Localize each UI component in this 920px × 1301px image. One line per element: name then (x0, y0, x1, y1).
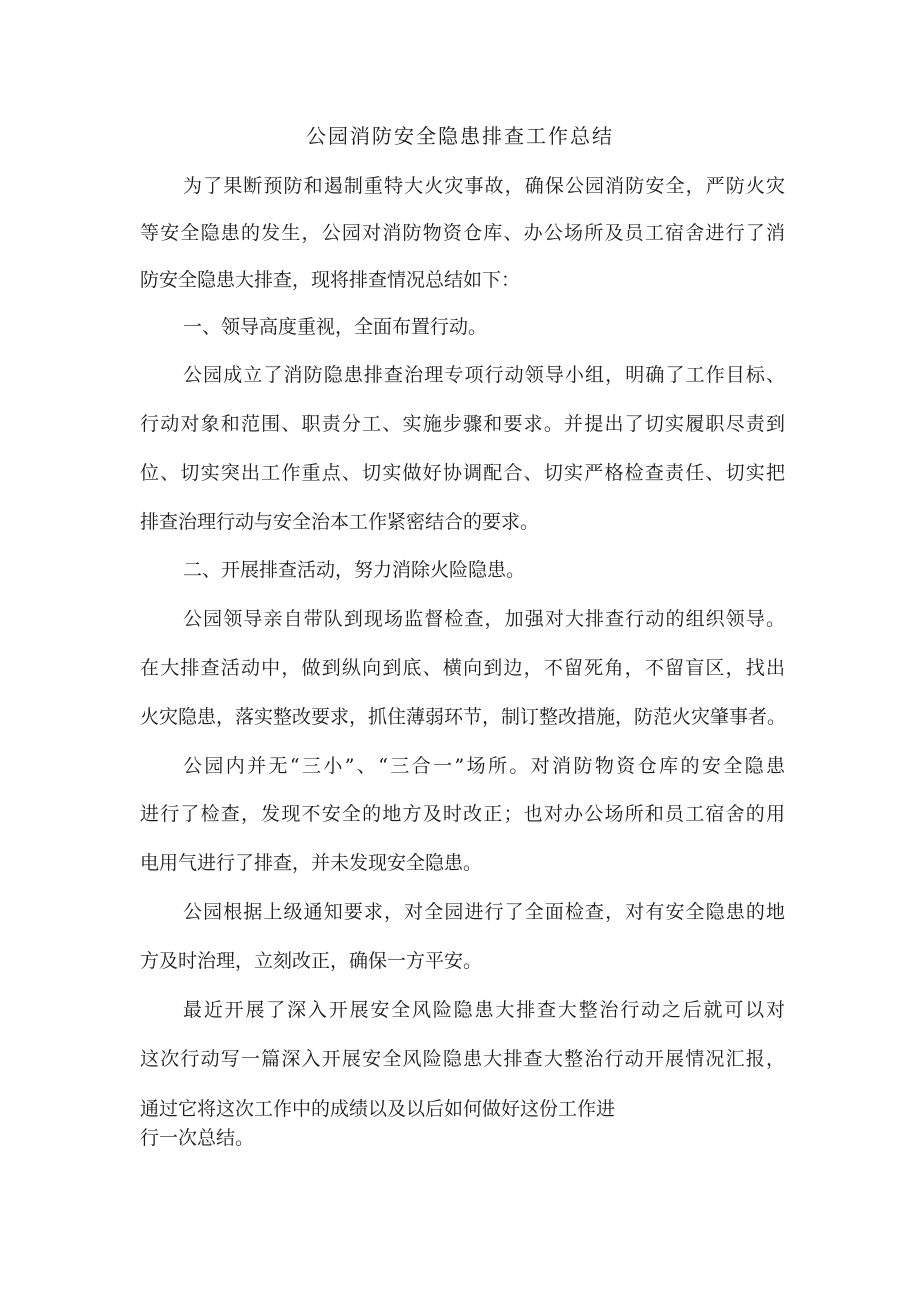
paragraph-line: 通过它将这次工作中的成绩以及以后如何做好这份工作进 (140, 1098, 616, 1120)
paragraph-line: 行动对象和范围、职责分工、实施步骤和要求。并提出了切实履职尽责到 (140, 413, 785, 435)
paragraph-line: 进行了检查，发现不安全的地方及时改正；也对办公场所和员工宿舍的用 (140, 803, 785, 825)
paragraph-line: 这次行动写一篇深入开展安全风险隐患大排查大整治行动开展情况汇报， (140, 1048, 785, 1070)
paragraph-line: 电用气进行了排查，并未发现安全隐患。 (140, 852, 483, 874)
paragraph-line: 方及时治理，立刻改正，确保一方平安。 (140, 950, 483, 972)
paragraph-line: 公园领导亲自带队到现场监督检查，加强对大排查行动的组织领导。 (183, 608, 785, 630)
section-heading: 二、开展排查活动，努力消除火险隐患。 (183, 559, 526, 581)
paragraph-line: 等安全隐患的发生，公园对消防物资仓库、办公场所及员工宿舍进行了消 (140, 222, 785, 244)
paragraph-line: 位、切实突出工作重点、切实做好协调配合、切实严格检查责任、切实把 (140, 462, 785, 484)
paragraph-line: 排查治理行动与安全治本工作紧密结合的要求。 (140, 511, 540, 533)
paragraph-line: 行一次总结。 (140, 1127, 255, 1149)
paragraph-line: 防安全隐患大排查，现将排查情况总结如下： (140, 269, 521, 291)
document-title: 公园消防安全隐患排查工作总结 (306, 124, 614, 148)
paragraph-line: 为了果断预防和遏制重特大火灾事故，确保公园消防安全，严防火灾 (183, 175, 785, 197)
paragraph-line: 公园根据上级通知要求，对全园进行了全面检查，对有安全隐患的地 (183, 901, 785, 923)
paragraph-line: 火灾隐患，落实整改要求，抓住薄弱环节，制订整改措施，防范火灾肇事者。 (140, 706, 787, 728)
paragraph-line: 最近开展了深入开展安全风险隐患大排查大整治行动之后就可以对 (183, 999, 785, 1021)
paragraph-line: 公园内并无“三小”、“三合一”场所。对消防物资仓库的安全隐患 (183, 755, 785, 777)
section-heading: 一、领导高度重视，全面布置行动。 (183, 316, 488, 338)
paragraph-line: 公园成立了消防隐患排查治理专项行动领导小组，明确了工作目标、 (183, 364, 785, 386)
paragraph-line: 在大排查活动中，做到纵向到底、横向到边，不留死角，不留盲区，找出 (140, 657, 785, 679)
